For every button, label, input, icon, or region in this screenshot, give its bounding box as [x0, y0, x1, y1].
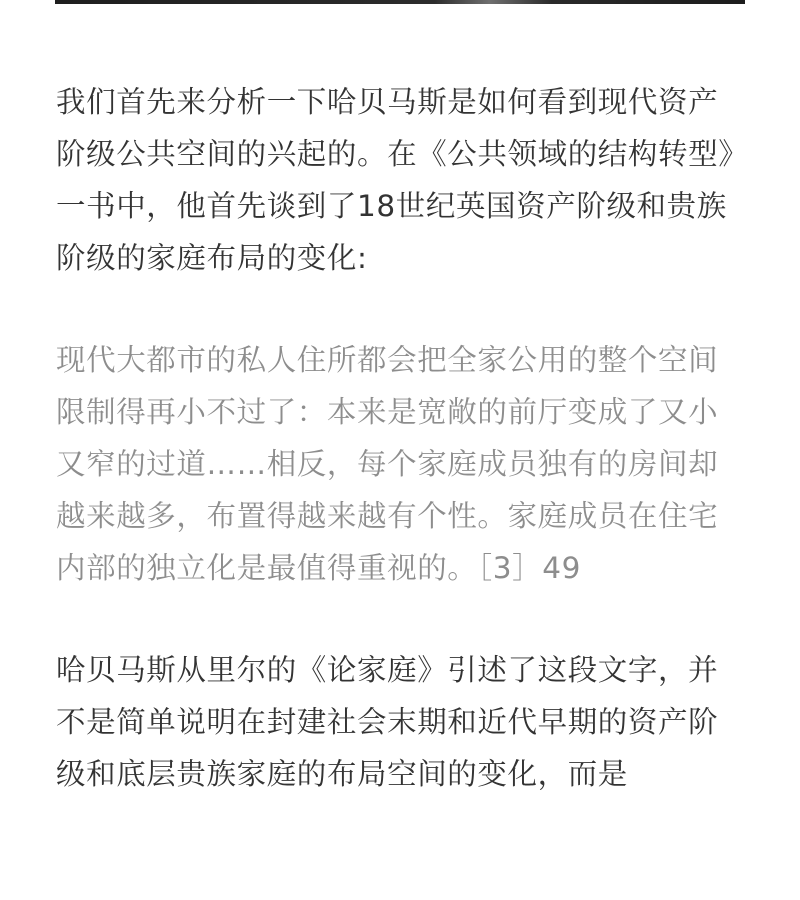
block-quote: 现代大都市的私人住所都会把全家公用的整个空间限制得再小不过了：本来是宽敞的前厅变成了又小又窄的过道……相反，每个家庭成员独有的房间却越来越多，布置得越来越有个性。家庭成员在住宅内部的独立化是最值得重视的。［3］49: [56, 343, 719, 585]
article-image-bottom-edge: [55, 0, 745, 4]
article-body: [56, 76, 746, 800]
intro-paragraph: 我们首先来分析一下哈贝马斯是如何看到现代资产阶级公共空间的兴起的。在《公共领域的结构转型》一书中，他首先谈到了18世纪英国资产阶级和贵族阶级的家庭布局的变化:: [56, 85, 734, 275]
analysis-paragraph: 哈贝马斯从里尔的《论家庭》引述了这段文字，并不是简单说明在封建社会末期和近代早期的资产阶级和底层贵族家庭的布局空间的变化，而是: [56, 653, 719, 791]
